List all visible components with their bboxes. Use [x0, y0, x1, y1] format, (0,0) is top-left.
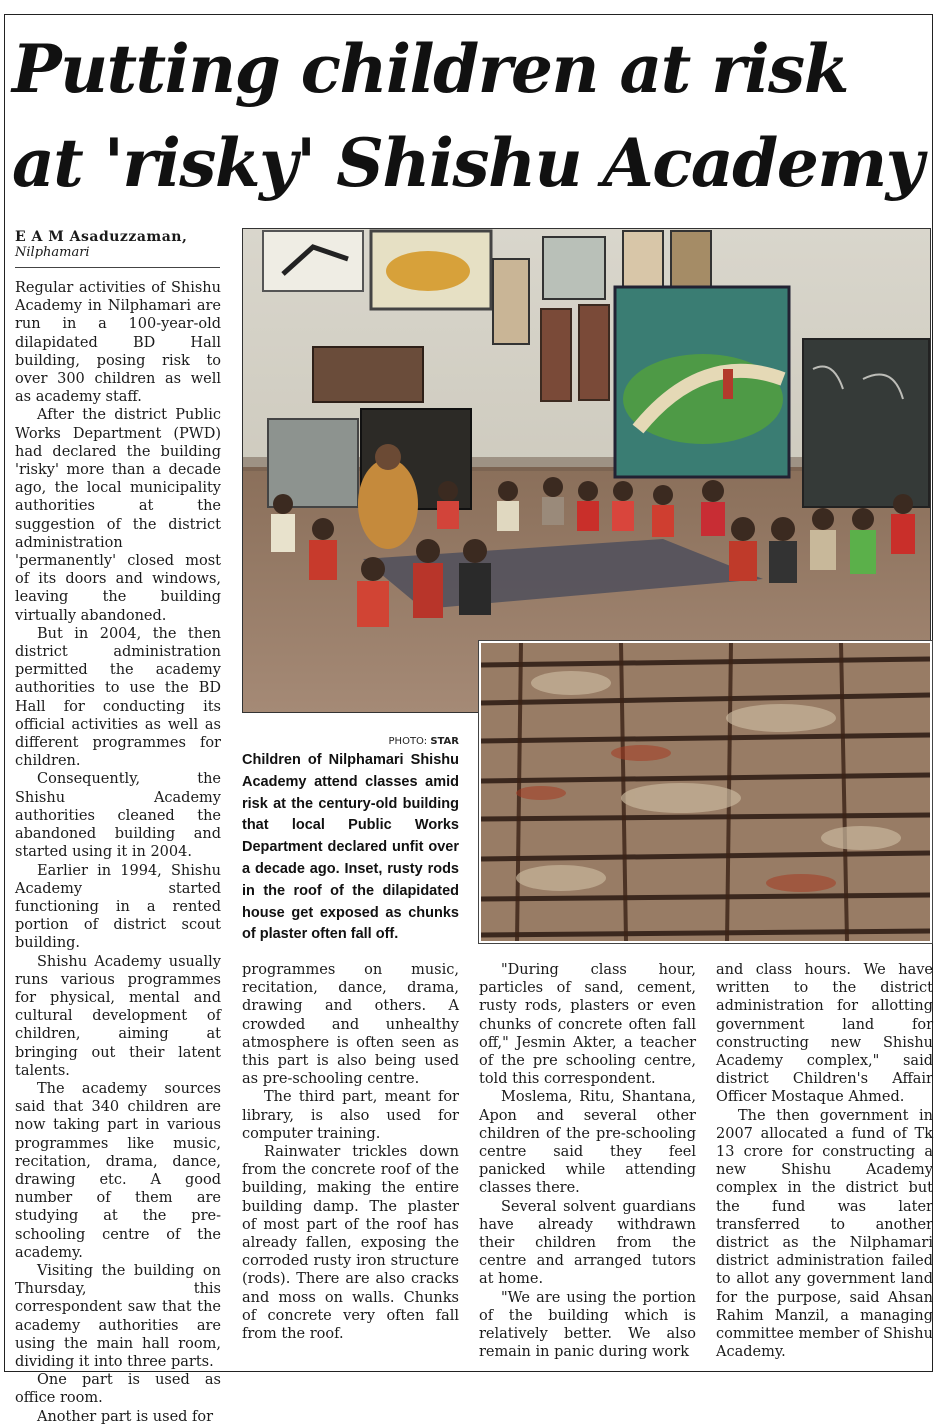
paragraph: programmes on music, recitation, dance, drama, drawing and others. A crowded and unhealthy atmosphere is often seen as this part is also being used as pre-schooling centre.: [242, 962, 459, 1088]
paragraph: Regular activities of Shishu Academy in Nilphamari are run in a 100-year-old dilapidated BD Hall building, posing risk to over 300 children as well as academy staff.: [15, 280, 221, 406]
paragraph: But in 2004, the then district administration permitted the academy authorities to use the BD Hall for conducting its official activities as well as different programmes for children.: [15, 625, 221, 770]
paragraph: One part is used as office room.: [15, 1372, 221, 1407]
paragraph: Another part is used for: [37, 1408, 214, 1425]
rusty-rods-illustration: [481, 643, 930, 941]
paragraph: Shishu Academy usually runs various programmes for physical, mental and cultural development of children, aiming at bringing out their latent talents.: [15, 953, 221, 1079]
paragraph: "During class hour, particles of sand, cement, rusty rods, plasters or even chunks of concrete often fall off," Jesmin Akter, a teacher of the pre schooling centre, told this correspondent.: [479, 962, 696, 1088]
paragraph: After the district Public Works Department (PWD) had declared the building 'risky' more than a decade ago, the local municipality authorities at the suggestion of the district administration 'permanently' closed most of its doors and windows, leaving the building virtually abandoned.: [15, 407, 221, 624]
column-1: [15, 279, 221, 1426]
window-right: [579, 305, 609, 400]
photo-credit-source: STAR: [430, 736, 459, 747]
column-3: [479, 961, 696, 1361]
byline: [15, 229, 220, 261]
column-4: [716, 961, 933, 1361]
author-name: E A M Asaduzzaman,: [15, 229, 188, 245]
paragraph: The then government in 2007 allocated a fund of Tk 13 crore for constructing a new Shishu Academy complex in the district but the fund was later transferred to another district as the Nilphamari district administration failed to allot any government land for the purpose, said Ahsan Rahim Manzil, a managing committee member of Shishu Academy.: [716, 1107, 933, 1361]
photo-credit-label: PHOTO:: [388, 736, 428, 747]
window-left: [541, 309, 571, 401]
paragraph: Visiting the building on Thursday, this correspondent saw that the academy authorities are using the main hall room, dividing it into three parts.: [15, 1262, 221, 1370]
paragraph: Earlier in 1994, Shishu Academy started functioning in a rented portion of district scout building.: [15, 862, 221, 952]
blackboard: [803, 339, 929, 507]
paragraph: "We are using the portion of the building which is relatively better. We also remain in panic during work: [479, 1289, 696, 1361]
column-2: [242, 961, 459, 1343]
paragraph: Consequently, the Shishu Academy authorities cleaned the abandoned building and started using it in 2004.: [15, 771, 221, 861]
paragraph: Rainwater trickles down from the concrete roof of the building, making the entire building damp. The plaster of most part of the roof has already fallen, exposing the corroded rusty iron structure (rods). There are also cracks and moss on walls. Chunks of concrete very often fall from the roof.: [242, 1144, 459, 1343]
paragraph: Several solvent guardians have already withdrawn their children from the centre and arranged tutors at home.: [479, 1198, 696, 1288]
headline: Putting children at risk at 'risky' Shishu Academy: [12, 30, 923, 202]
paragraph: The third part, meant for library, is also used for computer training.: [242, 1089, 459, 1142]
photo-caption: Children of Nilphamari Shishu Academy attend classes amid risk at the century-old building that local Public Works Department declared unfit over a decade ago. Inset, rusty rods in the roof of the dilapidated house get exposed as chunks of plaster often fall off.: [242, 752, 459, 943]
author-location: Nilphamari: [15, 245, 90, 260]
photo-credit: [242, 736, 459, 747]
bird-picture: [263, 231, 363, 291]
teacher: [358, 459, 418, 549]
paragraph: The academy sources said that 340 children are now taking part in various programmes like music, recitation, drama, dance, drawing etc. A good number of them are studying at the pre-schooling centre of the academy.: [15, 1080, 221, 1261]
inset-photo: [479, 641, 932, 943]
byline-divider: [15, 267, 220, 268]
paragraph: and class hours. We have written to the district administration for allotting government land for constructing new Shishu Academy complex," said district Children's Affair Officer Mostaque Ahmed.: [716, 962, 933, 1106]
paragraph: Moslema, Ritu, Shantana, Apon and several other children of the pre-schooling centre said they feel panicked while attending classes there.: [479, 1089, 696, 1197]
